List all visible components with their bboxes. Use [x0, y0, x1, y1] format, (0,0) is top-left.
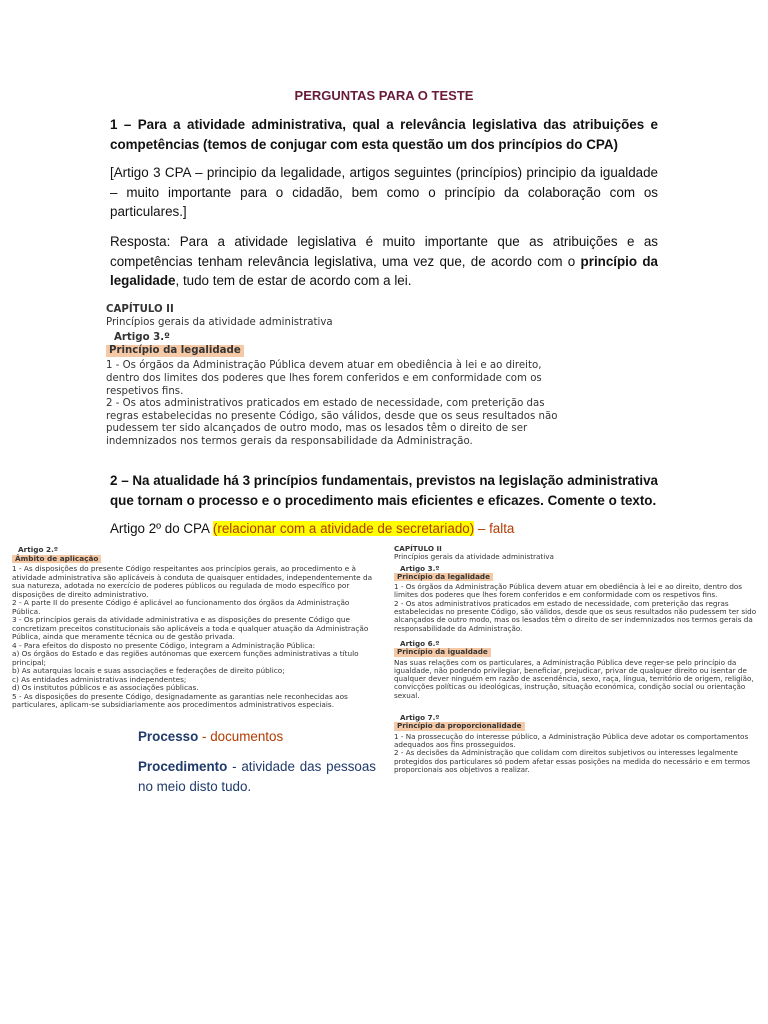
excerpt-paragraph: 1 - Na prossecução do interesse público, a Administração Pública deve adotar os comportamentos adequados aos fins prosseguidos.	[394, 731, 749, 749]
excerpt-line: 3 - Os princípios gerais da atividade administrativa e as disposições do presente Código que concretizam preceitos constitucionais são aplicáveis a toda e qualquer atuação da Administração Pública, ainda que meramente técnica ou de gestão privada.	[12, 615, 369, 641]
excerpt-paragraph: 1 - Os órgãos da Administração Pública devem atuar em obediência à lei e ao direito, dentro dos limites dos poderes que lhes forem conferidos e em conformidade com os respetivos fins.	[106, 360, 542, 397]
principle-tag: Princípio da proporcionalidade	[394, 722, 525, 730]
question-1-answer	[110, 232, 658, 291]
artigo-highlight: (relacionar com a atividade de secretariado)	[212, 521, 475, 536]
excerpt-article-2	[12, 546, 374, 710]
artigo-suffix: – falta	[477, 521, 515, 536]
excerpt-paragraph: 2 - As decisões da Administração que colidam com direitos subjetivos ou interesses legalmente protegidos dos particulares só podem afetar essas posições na medida do necessário e em termos proporcionais aos objetivos a realizar.	[394, 748, 750, 774]
page-title: PERGUNTAS PARA O TESTE	[294, 88, 474, 103]
excerpt-articles-3-6-7	[394, 545, 758, 774]
principle-tag: Princípio da legalidade	[394, 573, 493, 581]
excerpt-paragraph: 1 - Os órgãos da Administração Pública devem atuar em obediência à lei e ao direito, dentro dos limites dos poderes que lhes forem conferidos e em conformidade com os respetivos fins.	[394, 582, 743, 600]
article-label: Artigo 3.º	[400, 563, 440, 573]
excerpt-line: d) Os institutos públicos e as associações públicas.	[12, 683, 199, 692]
question-2-artigo	[110, 519, 658, 539]
processo-definition	[138, 727, 378, 747]
processo-text: - documentos	[202, 729, 284, 744]
excerpt-line: c) As entidades administrativas independentes;	[12, 674, 187, 684]
processo-label: Processo	[138, 729, 199, 744]
procedimento-label: Procedimento	[138, 759, 228, 774]
answer-bold: princípio da legalidade	[110, 253, 658, 288]
excerpt-paragraph: 2 - Os atos administrativos praticados em estado de necessidade, com preterição das regras estabelecidas no presente Código, são válidos, desde que os seus resultados não pudessem ter sido alcançados de outro modo, mas os lesados têm o direito de ser indemnizados nos termos gerais da responsabilidade da Administração.	[106, 398, 558, 447]
excerpt-paragraph: 2 - Os atos administrativos praticados em estado de necessidade, com preterição das regras estabelecidas no presente Código, são válidos, desde que os seus resultados não pudessem ter sido alcançados de outro modo, mas os lesados têm o direito de ser indemnizados nos termos gerais da responsabilidade da Administração.	[394, 598, 757, 633]
excerpt-line: 5 - As disposições do presente Código, designadamente as garantias nele reconhecidas aos particulares, aplicam-se subsidiariamente aos procedimentos administrativos especiais.	[12, 691, 348, 709]
chapter-label: CAPÍTULO II	[106, 304, 174, 315]
chapter-title: Princípios gerais da atividade administrativa	[106, 316, 333, 328]
article-label: Artigo 2.º	[18, 545, 58, 554]
excerpt-paragraph: Nas suas relações com os particulares, a Administração Pública deve reger-se pelo princípio da igualdade, não podendo privilegiar, beneficiar, prejudicar, privar de qualquer direito ou isentar de qualquer dever ninguém em razão de ascendência, sexo, raça, língua, território de origem, religião, convicções políticas ou ideológicas, instrução, situação económica, condição social ou orientação sexual.	[394, 657, 754, 700]
article-label: Artigo 7.º	[400, 713, 440, 723]
chapter-title: Princípios gerais da atividade administrativa	[394, 552, 554, 562]
excerpt-line: 1 - As disposições do presente Código respeitantes aos princípios gerais, ao procedimento e à atividade administrativa são aplicáveis à conduta de quaisquer entidades, independentemente da sua natureza, adotada no exercício de poderes públicos ou regulada de modo específico por disposições de direito administrativo.	[12, 564, 373, 599]
chapter-label: CAPÍTULO II	[394, 544, 442, 553]
article-label: Artigo 3.º	[114, 332, 170, 344]
excerpt-line: a) Os órgãos do Estado e das regiões autónomas que exercem funções administrativas a título principal;	[12, 649, 359, 667]
procedimento-text: - atividade das pessoas no meio disto tudo.	[138, 759, 376, 794]
question-1: 1 – Para a atividade administrativa, qual a relevância legislativa das atribuições e competências (temos de conjugar com esta questão um dos princípios do CPA)	[110, 117, 658, 152]
answer-suffix: , tudo tem de estar de acordo com a lei.	[175, 273, 412, 288]
procedimento-definition	[138, 757, 376, 796]
principle-tag: Âmbito de aplicação	[12, 555, 101, 564]
question-1-note: [Artigo 3 CPA – principio da legalidade, artigos seguintes (princípios) principio da igualdade – muito importante para o cidadão, bem como o princípio da colaboração com os particulares.]	[110, 165, 658, 219]
question-2: 2 – Na atualidade há 3 princípios fundamentais, previstos na legislação administrativa que tornam o processo e o procedimento mais eficientes e eficazes. Comente o texto.	[110, 473, 658, 508]
answer-prefix: Resposta: Para a atividade legislativa é muito importante que as atribuições e as competências tenham relevância legislativa, uma vez que, de acordo com o	[110, 234, 658, 269]
principle-tag: Princípio da legalidade	[106, 345, 244, 358]
article-label: Artigo 6.º	[400, 638, 440, 648]
excerpt-article-3	[106, 304, 566, 449]
excerpt-line: b) As autarquias locais e suas associações e federações de direito público;	[12, 666, 285, 675]
principle-tag: Princípio da igualdade	[394, 648, 491, 656]
artigo-prefix: Artigo 2º do CPA	[110, 521, 210, 536]
excerpt-line: 4 - Para efeitos do disposto no presente Código, integram a Administração Pública:	[12, 640, 316, 650]
excerpt-line: 2 - A parte II do presente Código é aplicável ao funcionamento dos órgãos da Administração Pública.	[12, 598, 350, 616]
